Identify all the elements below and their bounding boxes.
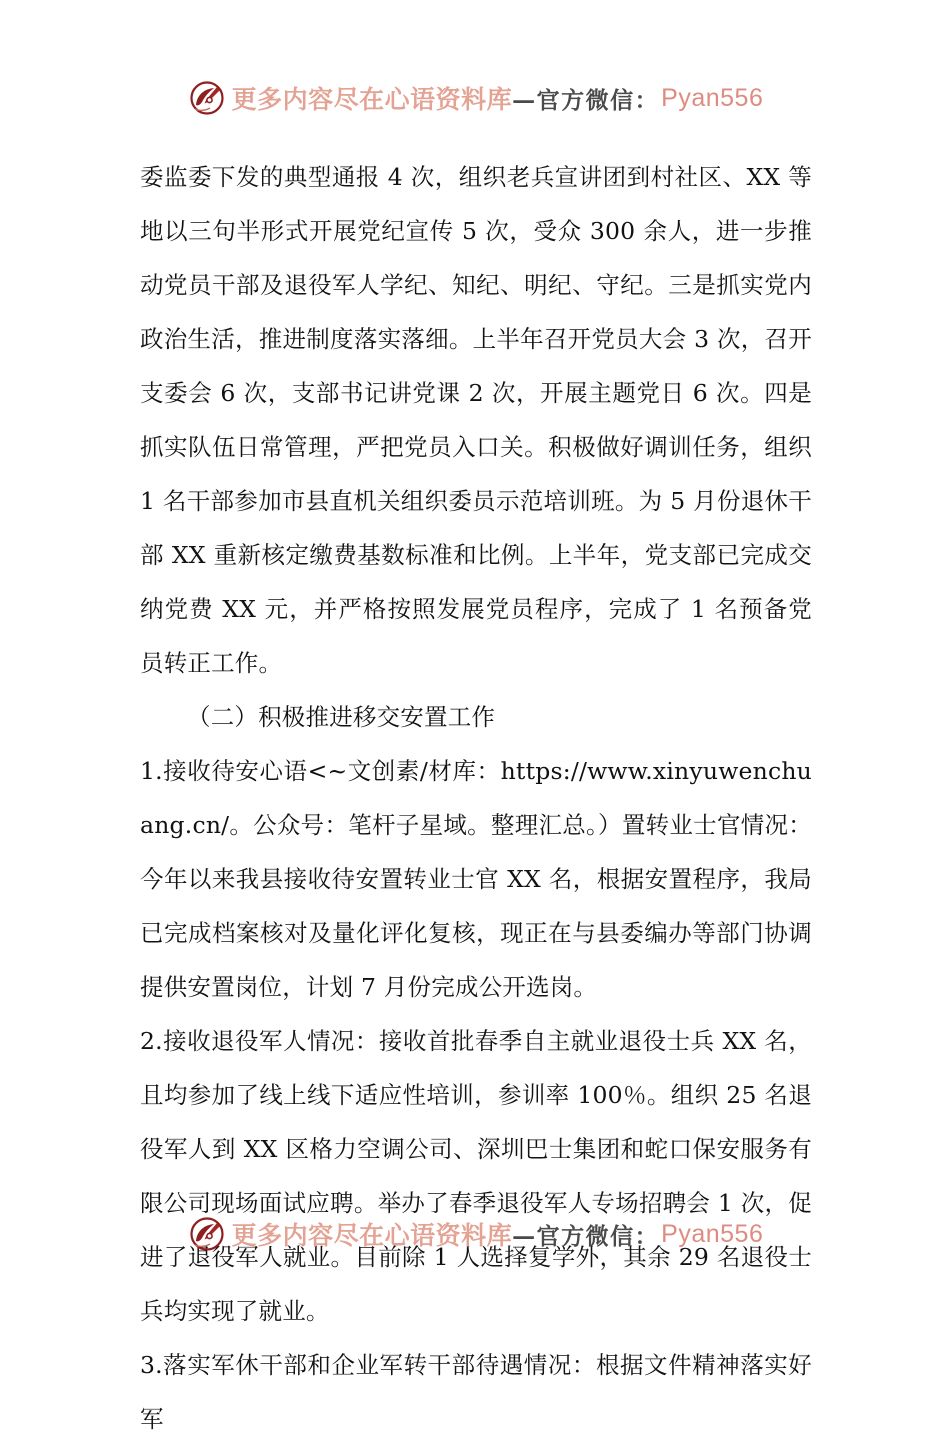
watermark-secondary-text: —官方微信： <box>512 86 660 114</box>
paragraph-section-heading-two: （二）积极推进移交安置工作 <box>187 703 496 731</box>
paragraph-item-3: 3.落实军休干部和企业军转干部待遇情况：根据文件精神落实好军 <box>140 1351 812 1433</box>
watermark-header <box>0 78 950 118</box>
brush-emblem-logo-icon <box>187 78 227 118</box>
paragraph-party-discipline: 委监委下发的典型通报 4 次，组织老兵宣讲团到村社区、XX 等地以三句半形式开展党纪宣传 5 次，受众 300 余人，进一步推动党员干部及退役军人学纪、知纪、明纪、守纪。三是抓实党内政治生活，推进制度落实落细。上半年召开党员大会 3 次，召开支委会 6 次，支部书记讲党课 2 次，开展主题党日 6 次。四是抓实队伍日常管理，严把党员入口关。积极做好调训任务，组织 1 名干部参加市县直机关组织委员示范培训班。为 5 月份退休干部 XX 重新核定缴费基数标准和比例。上半年，党支部已完成交纳党费 XX 元，并严格按照发展党员程序，完成了 1 名预备党员转正工作。 <box>140 163 812 677</box>
watermark-primary-text: 更多内容尽在心语资料库 <box>231 85 513 114</box>
brush-emblem-logo-icon-footer <box>187 1214 227 1254</box>
paragraph-item-1: 1.接收待安心语<~文创素/材库：https://www.xinyuwenchuang.cn/。公众号：笔杆子星域。整理汇总。）置转业士官情况：今年以来我县接收待安置转业士官 XX 名，根据安置程序，我局已完成档案核对及量化评化复核，现正在与县委编办等部门协调提供安置岗位，计划 7 月份完成公开选岗。 <box>140 757 812 1001</box>
watermark-wechat-account: Pyan556 <box>661 83 764 112</box>
watermark-wechat-account-footer: Pyan556 <box>661 1219 764 1248</box>
paragraph-item-2: 2.接收退役军人情况：接收首批春季自主就业退役士兵 XX 名，且均参加了线上线下适应性培训，参训率 100％。组织 25 名退役军人到 XX 区格力空调公司、深圳巴士集团和蛇口保安服务有限公司现场面试应聘。举办了春季退役军人专场招聘会 1 次，促进了退役军人就业。目前除 1 人选择复学外，其余 29 名退役士兵均实现了就业。 <box>140 1027 812 1325</box>
watermark-primary-text-footer: 更多内容尽在心语资料库 <box>231 1221 513 1250</box>
watermark-secondary-text-footer: —官方微信： <box>512 1222 660 1250</box>
watermark-footer <box>0 1214 950 1254</box>
